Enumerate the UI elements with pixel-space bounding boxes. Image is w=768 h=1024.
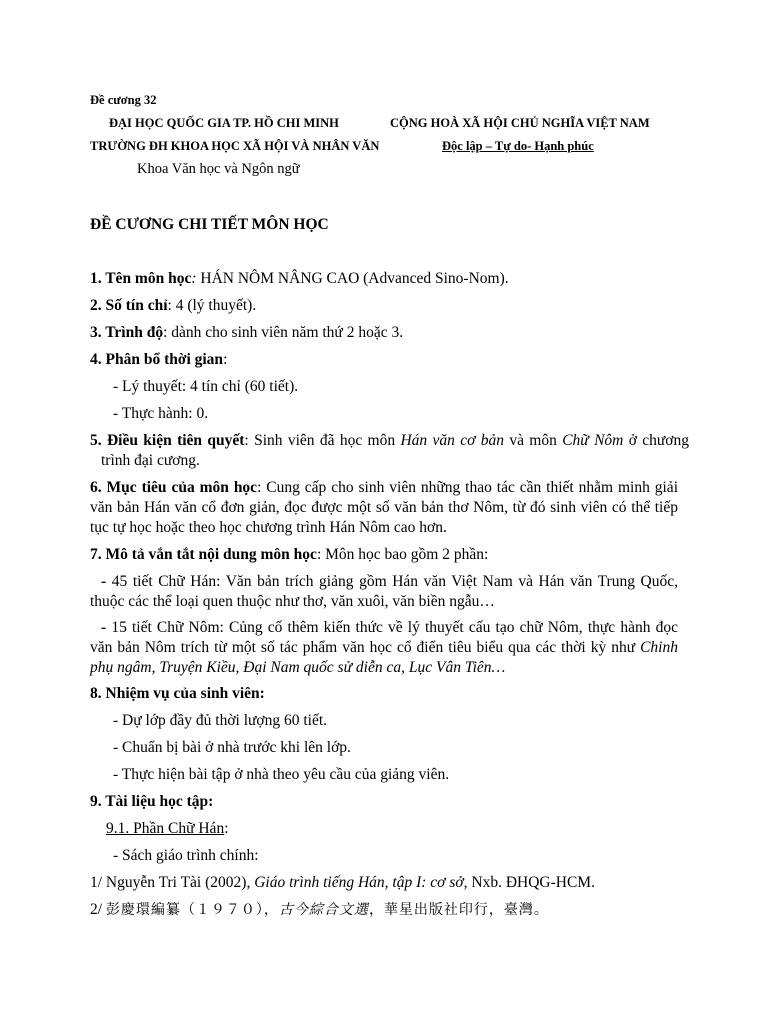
list-item: - Dự lớp đầy đủ thời lượng 60 tiết. <box>113 712 328 729</box>
list-item: - Thực hiện bài tập ở nhà theo yêu cầu của giảng viên. <box>113 766 450 783</box>
section-label: 2. Số tín chỉ <box>90 297 168 314</box>
section-label: 7. Mô tả vắn tắt nội dung môn học <box>90 546 317 563</box>
list-item: - Lý thuyết: 4 tín chỉ (60 tiết). <box>113 378 299 395</box>
republic-name: CỘNG HOÀ XÃ HỘI CHỦ NGHĨA VIỆT NAM <box>390 116 650 130</box>
section-label: 5. Điều kiện tiên quyết <box>90 432 245 449</box>
section-description: 7. Mô tả vắn tắt nội dung môn học: Môn học bao gồm 2 phần: <box>90 546 489 563</box>
section-course-name: 1. Tên môn học: HÁN NÔM NÂNG CAO (Advanced Sino-Nom). <box>90 270 509 287</box>
section-credits: 2. Số tín chỉ: 4 (lý thuyết). <box>90 297 257 314</box>
description-nom-part: - 15 tiết Chữ Nôm: Củng cố thêm kiến thức về lý thuyết cấu tạo chữ Nôm, thực hành đọc văn bản Nôm trích từ một số tác phẩm văn học cổ điển tiêu biểu qua các thời kỳ như Chinh phụ ngâm, Truyện Kiều, Đại Nam quốc sử diễn ca, Lục Vân Tiên… <box>90 619 678 676</box>
list-item: - Chuẩn bị bài ở nhà trước khi lên lớp. <box>113 739 351 756</box>
section-label: 3. Trình độ <box>90 324 164 341</box>
reference-item: 2/ 彭慶環編纂（１９７０），古今綜合文選，華星出版社印行，臺灣。 <box>90 901 549 918</box>
textbook-label: - Sách giáo trình chính: <box>113 847 259 864</box>
list-item: - Thực hành: 0. <box>113 405 209 422</box>
national-motto: Độc lập – Tự do- Hạnh phúc <box>442 139 594 153</box>
section-label: 6. Mục tiêu của môn học <box>90 479 258 496</box>
course-name-value: HÁN NÔM NÂNG CAO (Advanced Sino-Nom). <box>196 270 509 287</box>
outline-number: Đề cương 32 <box>90 93 157 107</box>
section-label: 1. Tên môn học <box>90 270 192 287</box>
section-student-duties: 8. Nhiệm vụ của sinh viên: <box>90 685 265 702</box>
section-level: 3. Trình độ: dành cho sinh viên năm thứ 2 hoặc 3. <box>90 324 404 341</box>
document-title: ĐỀ CƯƠNG CHI TIẾT MÔN HỌC <box>90 216 329 233</box>
reference-item: 1/ Nguyễn Tri Tài (2002), Giáo trình tiếng Hán, tập I: cơ sở, Nxb. ĐHQG-HCM. <box>90 874 595 891</box>
section-objectives: 6. Mục tiêu của môn học: Cung cấp cho sinh viên những thao tác cần thiết nhằm minh giải văn bản Hán văn cổ đơn giản, đọc được một số văn bản thơ Nôm, từ đó sinh viên có thể tiếp tục tự học hoặc theo học chương trình Hán Nôm cao hơn. <box>90 479 678 536</box>
description-han-part: - 45 tiết Chữ Hán: Văn bản trích giảng gồm Hán văn Việt Nam và Hán văn Trung Quốc, thuộc các thể loại quen thuộc như thơ, văn xuôi, văn biền ngẫu… <box>90 573 678 610</box>
university-name: ĐẠI HỌC QUỐC GIA TP. HỒ CHI MINH <box>109 116 339 130</box>
section-materials: 9. Tài liệu học tập: <box>90 793 214 810</box>
subsection-han: 9.1. Phần Chữ Hán: <box>106 820 229 837</box>
section-time-allocation: 4. Phân bổ thời gian: <box>90 351 228 368</box>
school-name: TRƯỜNG ĐH KHOA HỌC XÃ HỘI VÀ NHÂN VĂN <box>90 139 380 153</box>
faculty-name: Khoa Văn học và Ngôn ngữ <box>137 161 300 177</box>
section-prerequisites: 5. Điều kiện tiên quyết: Sinh viên đã học môn Hán văn cơ bản và môn Chữ Nôm ở chương trình đại cương. <box>90 432 689 469</box>
section-label: 4. Phân bổ thời gian <box>90 351 224 368</box>
